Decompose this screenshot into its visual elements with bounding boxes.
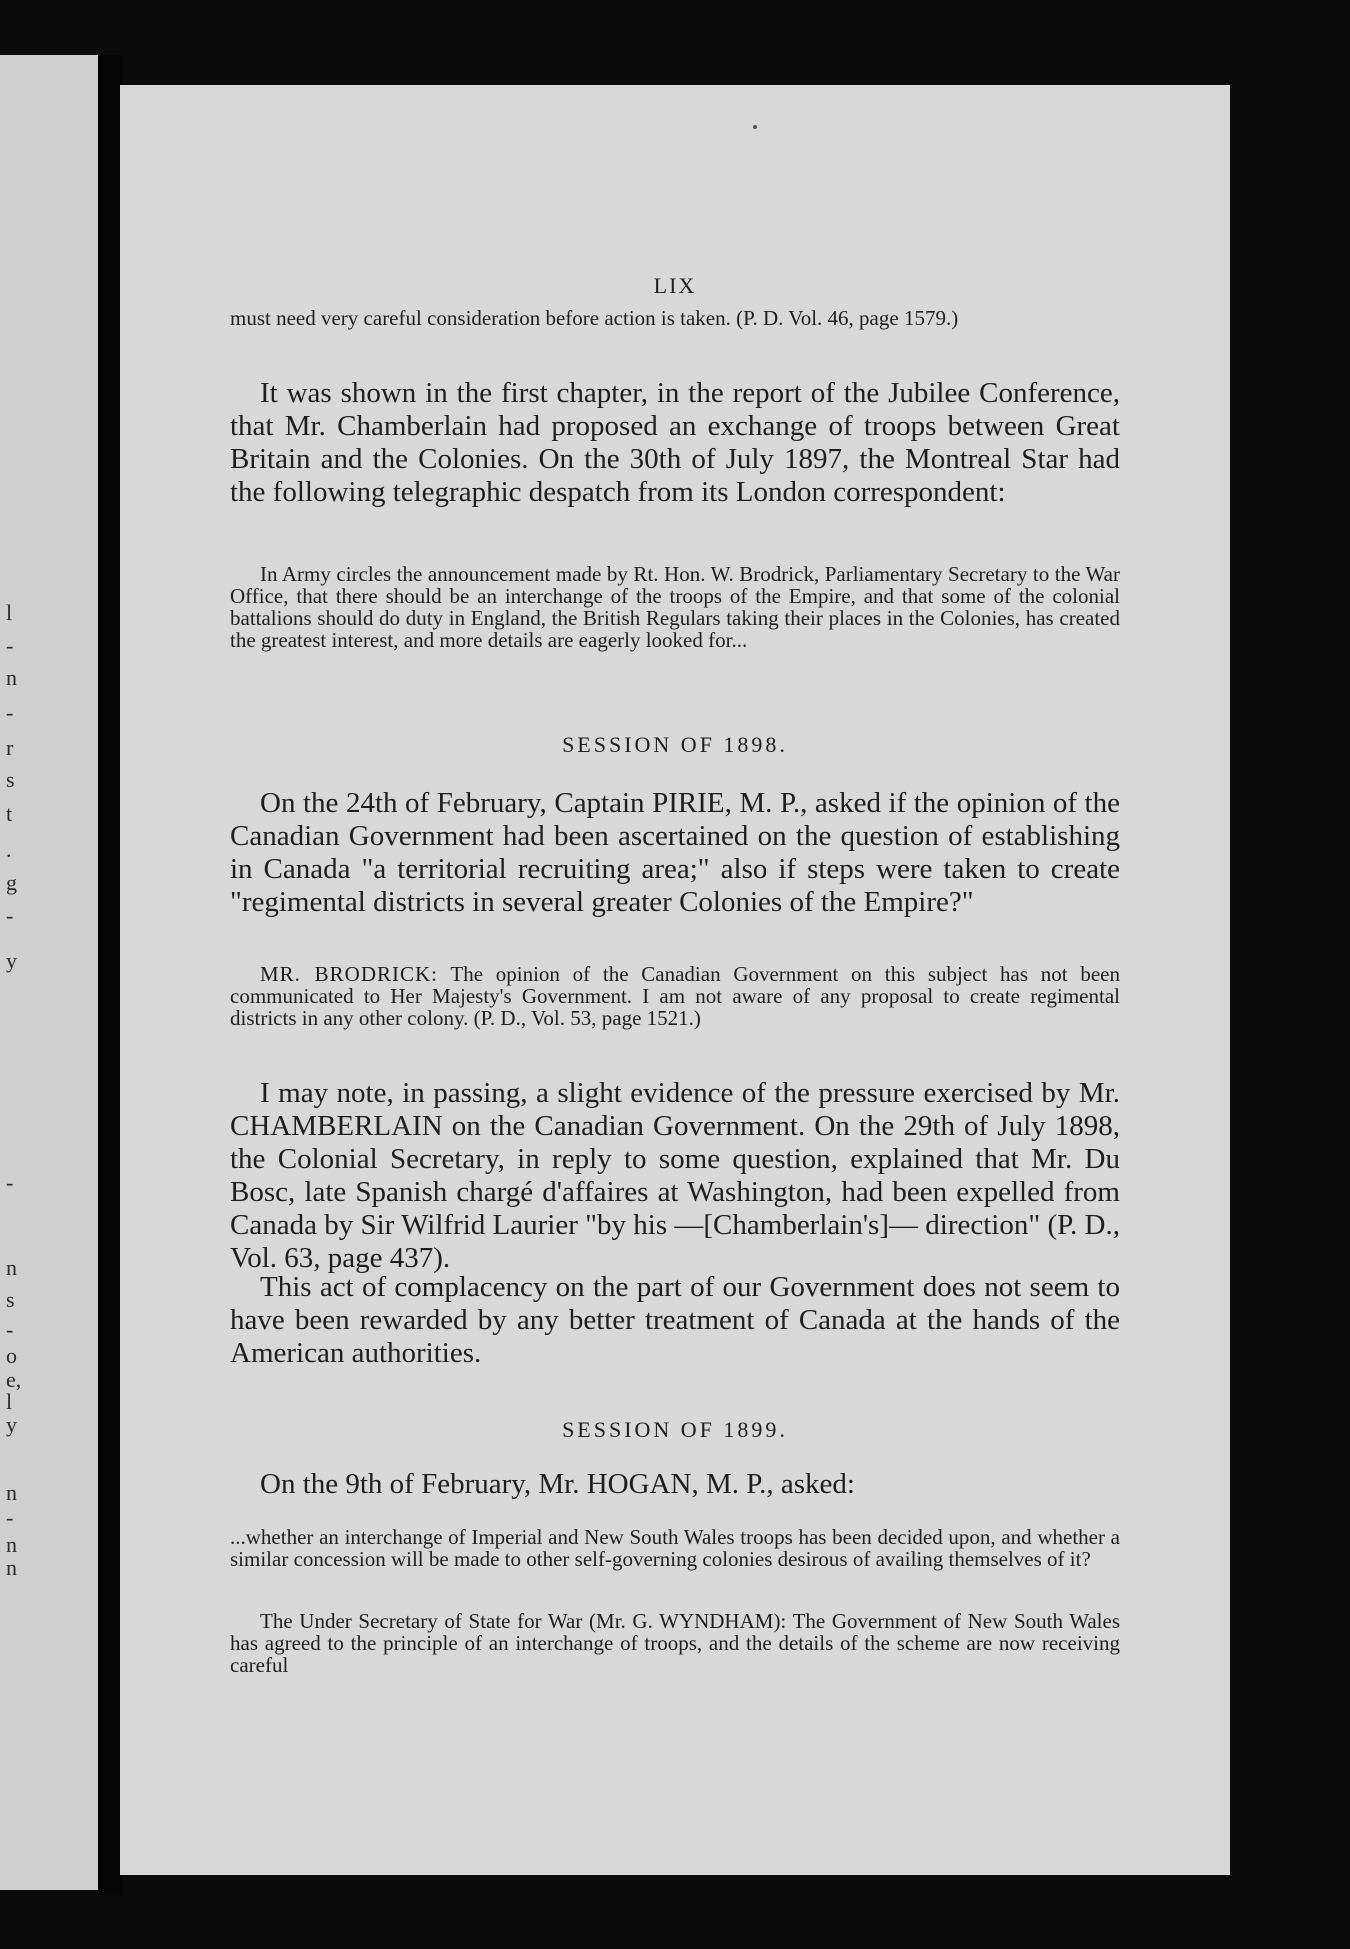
- carryover-text: must need very careful consideration before action is taken. (P. D. Vol. 46, page 1579.): [230, 306, 959, 330]
- page-speck: [753, 125, 757, 129]
- left-page-text-fragments: [0, 55, 98, 1890]
- left-fragment: y: [6, 1412, 17, 1437]
- paragraph-text: It was shown in the first chapter, in the report of the Jubilee Conference, that Mr. Chamberlain had proposed an exchange of troops between Great Britain and the Colonies. On the 30th of July 1897, the Montreal Star had the following telegraphic despatch from its London correspondent:: [230, 377, 1120, 508]
- paragraph-text: On the 9th of February, Mr. HOGAN, M. P., asked:: [260, 1468, 855, 1500]
- left-fragment: y: [6, 948, 17, 973]
- quote-text: ...whether an interchange of Imperial and New South Wales troops has been decided upon, and whether a similar concession will be made to other self-governing colonies desirous of availing themselves of it?: [230, 1525, 1120, 1571]
- left-fragment: -: [6, 633, 14, 658]
- paragraph-complacency: [230, 1271, 1120, 1370]
- quote-wyndham-reply: [230, 1610, 1120, 1676]
- heading-session-1899: SESSION OF 1899.: [562, 1417, 788, 1442]
- paragraph-text: On the 24th of February, Captain PIRIE, M. P., asked if the opinion of the Canadian Government had been ascertained on the question of establishing in Canada "a territorial recruiting area;" also if steps were taken to create "regimental districts in several greater Colonies of the Empire?": [230, 787, 1120, 918]
- left-fragment: g: [6, 870, 17, 895]
- paragraph-pirie-question: [230, 787, 1120, 919]
- paragraph-hogan-question: [230, 1468, 1120, 1501]
- quote-text: In Army circles the announcement made by Rt. Hon. W. Brodrick, Parliamentary Secretary to the War Office, that there should be an interchange of the troops of the Empire, and that some of the colonial battalions should do duty in England, the British Regulars taking their places in the Colonies, has created the greatest interest, and more details are eagerly looked for...: [230, 562, 1120, 652]
- carryover-paragraph: [230, 307, 1120, 329]
- book-page: [120, 85, 1230, 1875]
- left-fragment: -: [6, 1317, 14, 1342]
- paragraph-text: This act of complacency on the part of our Government does not seem to have been rewarded by any better treatment of Canada at the hands of the American authorities.: [230, 1271, 1120, 1369]
- heading-session-1898: SESSION OF 1898.: [562, 732, 788, 757]
- paragraph-chamberlain-pressure: [230, 1077, 1120, 1275]
- quote-interchange-question: [230, 1526, 1120, 1570]
- left-fragment: n: [6, 1480, 17, 1505]
- left-fragment: -: [6, 903, 14, 928]
- quote-text: The opinion of the Canadian Government on this subject has not been communicated to Her Majesty's Government. I am not aware of any proposal to create regimental districts in any other colony. (P. D., Vol. 53, page 1521.): [230, 962, 1120, 1030]
- page-number: LIX: [653, 273, 697, 298]
- left-fragment: .: [6, 837, 12, 862]
- left-fragment: r: [6, 735, 14, 760]
- left-fragment: l: [6, 1389, 13, 1414]
- left-fragment: -: [6, 700, 14, 725]
- left-fragment: -: [6, 1170, 14, 1195]
- left-fragment: l: [6, 600, 13, 625]
- quote-brodrick-reply: [230, 963, 1120, 1029]
- left-fragment: n: [6, 1255, 17, 1280]
- left-fragment: n: [6, 1555, 17, 1580]
- left-fragment: e,: [6, 1367, 22, 1392]
- left-fragment: s: [6, 1287, 15, 1312]
- quote-army-circles: [230, 563, 1120, 651]
- paragraph-jubilee-conference: [230, 377, 1120, 509]
- left-fragment: o: [6, 1343, 17, 1368]
- left-fragment: s: [6, 767, 15, 792]
- left-fragment: n: [6, 1532, 17, 1557]
- left-fragment: -: [6, 1505, 14, 1530]
- left-page-edge: [0, 55, 98, 1890]
- left-fragment: n: [6, 665, 17, 690]
- quote-text: The Government of New South Wales has agreed to the principle of an interchange of troops, and the details of the scheme are now receiving careful: [230, 1609, 1121, 1677]
- left-fragment: t: [6, 801, 13, 826]
- speaker-name: The Under Secretary of State for War (Mr. G. WYNDHAM):: [260, 1609, 787, 1633]
- book-gutter: [98, 55, 122, 1895]
- speaker-name: MR. BRODRICK:: [260, 962, 439, 986]
- paragraph-text: I may note, in passing, a slight evidence of the pressure exercised by Mr. CHAMBERLAIN on the Canadian Government. On the 29th of July 1898, the Colonial Secretary, in reply to some question, explained that Mr. Du Bosc, late Spanish chargé d'affaires at Washington, had been expelled from Canada by Sir Wilfrid Laurier "by his —[Chamberlain's]— direction" (P. D., Vol. 63, page 437).: [230, 1077, 1120, 1274]
